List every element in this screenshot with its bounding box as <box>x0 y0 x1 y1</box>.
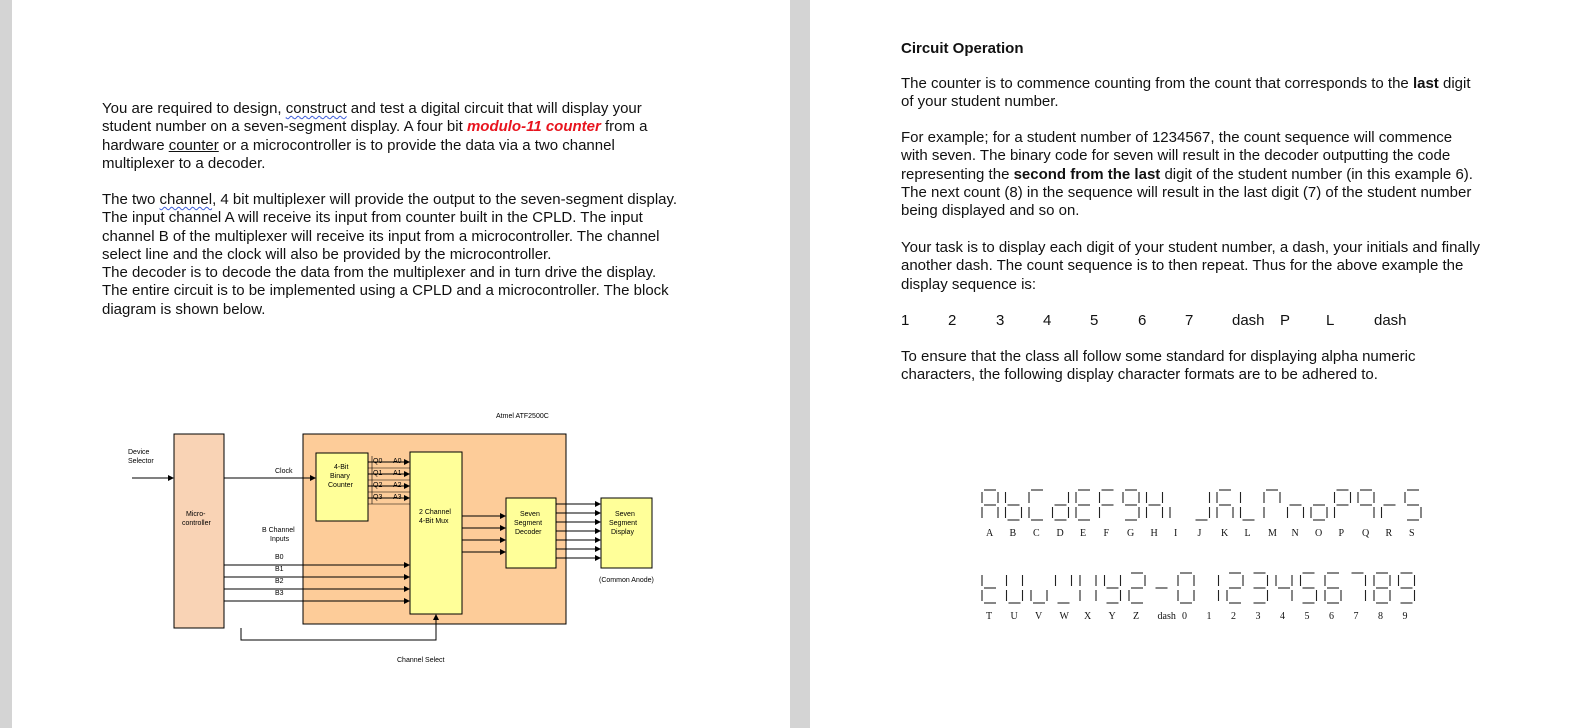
glyph-label: 5 <box>1304 611 1310 622</box>
decoder-label: Decoder <box>515 529 542 536</box>
q1-label: Q1 <box>373 470 383 477</box>
b1-label: B1 <box>275 566 284 573</box>
seq-item: 7 <box>1185 312 1194 329</box>
seq-item: 3 <box>996 312 1005 329</box>
text: , 4 bit multiplexer will provide the output to the seven-segment display. <box>212 191 678 208</box>
glyph-label: 1 <box>1206 611 1212 622</box>
b0-label: B0 <box>275 554 284 561</box>
glyph-label: 9 <box>1402 611 1408 622</box>
text: diagram is shown below. <box>102 300 266 318</box>
text: The two <box>102 191 160 208</box>
glyph-label: 4 <box>1280 611 1285 622</box>
cpld-label: Atmel ATF2500C <box>496 413 549 420</box>
left-page <box>12 0 790 728</box>
a3-label: A3 <box>393 494 402 501</box>
mux-box <box>410 452 462 614</box>
text: or a microcontroller is to provide the data via a two channel <box>218 136 615 154</box>
glyph-label: A <box>986 528 994 539</box>
device-selector-label: Device <box>128 449 150 456</box>
text: from a <box>600 118 648 136</box>
microcontroller-label: Micro- <box>186 511 206 518</box>
glyph-label: E <box>1080 528 1087 539</box>
glyph-label: 7 <box>1353 611 1359 622</box>
spellcheck-word: construct <box>285 100 347 117</box>
highlight-text: modulo-11 counter <box>466 118 601 136</box>
seq-item: 5 <box>1090 312 1099 329</box>
glyph-label: F <box>1103 528 1110 539</box>
seven-segment-alnum-glyphs <box>982 573 1415 603</box>
para-task <box>901 239 1480 294</box>
bold-text: second from the last <box>1013 165 1161 183</box>
mux-label: 4-Bit Mux <box>419 518 449 525</box>
counter-label: Binary <box>330 473 350 480</box>
seq-item: 1 <box>901 312 910 329</box>
text: student number on a seven-segment display. A four bit <box>102 118 467 136</box>
glyph-label: H <box>1150 528 1158 539</box>
glyph-chart <box>980 485 1450 625</box>
b-channel-label: Inputs <box>270 536 290 543</box>
glyph-label: B <box>1009 528 1017 539</box>
glyph-label: M <box>1268 528 1277 539</box>
glyph-label: X <box>1084 611 1092 622</box>
text: another dash. The count sequence is to then repeat. Thus for the above example the <box>901 257 1464 275</box>
a2-label: A2 <box>393 482 402 489</box>
text: The counter is to commence counting from the count that corresponds to the <box>901 75 1413 92</box>
text: of your student number. <box>901 93 1059 111</box>
text: To ensure that the class all follow some standard for displaying alpha numeric <box>901 348 1416 365</box>
text: Your task is to display each digit of your student number, a dash, your initials and finally <box>901 239 1480 256</box>
glyph-label: 6 <box>1329 611 1334 622</box>
display-label: Seven <box>615 511 635 518</box>
glyph-label: P <box>1338 528 1345 539</box>
clock-label: Clock <box>275 468 293 475</box>
decoder-label: Segment <box>514 520 543 527</box>
b2-label: B2 <box>275 578 284 585</box>
glyph-label: N <box>1291 528 1299 539</box>
text: select line and the clock will also be provided by the microcontroller. <box>102 245 552 263</box>
underlined-word: counter <box>168 136 219 154</box>
seq-item: dash <box>1374 312 1407 329</box>
intro-paragraph <box>102 100 648 173</box>
q0-label: Q0 <box>373 458 383 465</box>
text: characters, the following display character formats are to be adhered to. <box>901 366 1378 384</box>
text: The decoder is to decode the data from the multiplexer and in turn drive the display. <box>102 264 657 282</box>
glyph-row2-labels <box>986 611 1408 622</box>
block-diagram <box>12 400 790 700</box>
seq-item: 4 <box>1043 312 1052 329</box>
spellcheck-word: channel <box>159 191 213 208</box>
mux-label: 2 Channel <box>419 509 451 516</box>
glyph-label: Q <box>1362 528 1370 539</box>
glyph-label: G <box>1127 528 1135 539</box>
glyph-label: O <box>1315 528 1323 539</box>
seq-item: 2 <box>948 312 957 329</box>
glyph-label: Y <box>1108 611 1116 622</box>
glyph-label: C <box>1033 528 1040 539</box>
glyph-label: L <box>1244 528 1251 539</box>
glyph-label: T <box>986 611 993 622</box>
glyph-row1-labels <box>986 528 1415 539</box>
counter-label: 4-Bit <box>334 464 349 471</box>
text: and test a digital circuit that will display your <box>346 100 642 117</box>
page-heading: Circuit Operation <box>901 40 1024 57</box>
q2-label: Q2 <box>373 482 383 489</box>
glyph-label: 8 <box>1378 611 1383 622</box>
glyph-label: Z <box>1133 611 1140 622</box>
text: You are required to design, <box>102 100 286 117</box>
a1-label: A1 <box>393 470 402 477</box>
a0-label: A0 <box>393 458 402 465</box>
glyph-label: 2 <box>1231 611 1236 622</box>
seq-item: dash <box>1232 312 1265 329</box>
glyph-label: K <box>1221 528 1229 539</box>
seq-item: 6 <box>1138 312 1147 329</box>
glyph-label: J <box>1197 528 1202 539</box>
glyph-label: R <box>1385 528 1393 539</box>
microcontroller-box <box>174 434 224 628</box>
text: The entire circuit is to be implemented using a CPLD and a microcontroller. The block <box>102 282 669 300</box>
para-example <box>901 129 1473 220</box>
text: For example; for a student number of 1234567, the count sequence will commence <box>901 129 1453 146</box>
seq-item: P <box>1280 312 1291 329</box>
right-page <box>810 0 1588 728</box>
glyph-label: W <box>1059 611 1069 622</box>
text: representing the <box>901 165 1014 183</box>
text: multiplexer to a decoder. <box>102 154 266 172</box>
text: being displayed and so on. <box>901 202 1080 220</box>
text: The input channel A will receive its input from counter built in the CPLD. The input <box>102 209 643 227</box>
mux-paragraph <box>102 191 677 319</box>
microcontroller-label: controller <box>182 520 211 527</box>
b-channel-label: B Channel <box>262 527 295 534</box>
display-label: Display <box>611 529 634 536</box>
glyph-label: dash <box>1157 611 1176 622</box>
display-label: Segment <box>609 520 638 527</box>
para-standard <box>901 348 1415 385</box>
channel-select-label: Channel Select <box>397 657 445 664</box>
counter-label: Counter <box>328 482 353 489</box>
b3-label: B3 <box>275 590 284 597</box>
glyph-label: S <box>1409 528 1415 539</box>
glyph-label: U <box>1010 611 1018 622</box>
text: with seven. The binary code for seven will result in the decoder outputting the code <box>901 147 1451 165</box>
q3-label: Q3 <box>373 494 383 501</box>
common-anode-label: (Common Anode) <box>599 577 654 584</box>
device-selector-label: Selector <box>128 458 154 465</box>
seq-item: L <box>1326 312 1335 329</box>
glyph-label: 0 <box>1182 611 1187 622</box>
text: digit of the student number (in this example 6). <box>1160 165 1473 183</box>
glyph-label: 3 <box>1255 611 1261 622</box>
seven-segment-alpha-glyphs <box>982 490 1421 520</box>
text: The next count (8) in the sequence will result in the last digit (7) of the student number <box>901 183 1472 201</box>
para-counter <box>901 75 1471 112</box>
glyph-label: I <box>1174 528 1178 539</box>
glyph-label: V <box>1035 611 1043 622</box>
text: hardware <box>102 136 169 154</box>
text: digit <box>1438 75 1471 92</box>
glyph-label: D <box>1056 528 1064 539</box>
bold-text: last <box>1412 75 1439 92</box>
text: channel B of the multiplexer will receive its input from a microcontroller. The channel <box>102 227 660 245</box>
decoder-label: Seven <box>520 511 540 518</box>
text: display sequence is: <box>901 275 1037 293</box>
